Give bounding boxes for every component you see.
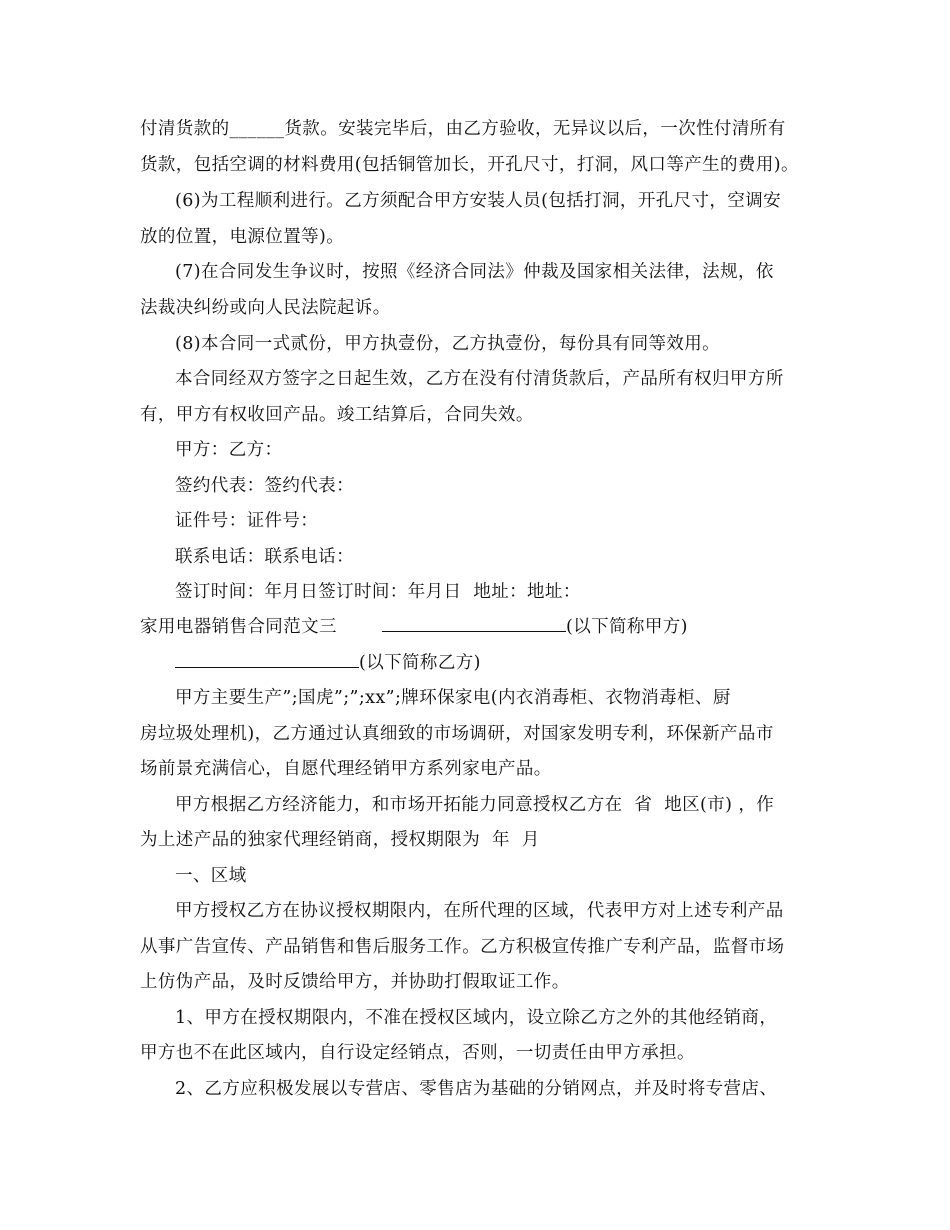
signature-date-address-line: 签订时间：年月日签订时间：年月日 地址：地址：: [175, 582, 581, 602]
signature-phone-line: 联系电话：联系电话：: [175, 547, 354, 567]
paragraph-line: 甲方也不在此区域内，自行设定经销点，否则，一切责任由甲方承担。: [140, 1043, 695, 1063]
signature-party-line: 甲方：乙方：: [175, 440, 283, 460]
paragraph-line: (8)本合同一式贰份，甲方执壹份，乙方执壹份，每份具有同等效用。: [175, 334, 721, 354]
party-a-label: (以下简称甲方): [566, 617, 688, 637]
paragraph-line: 房垃圾处理机)，乙方通过认真细致的市场调研，对国家发明专利，环保新产品市: [140, 724, 774, 744]
paragraph-line: 上仿伪产品，及时反馈给甲方，并协助打假取证工作。: [140, 972, 570, 992]
signature-representative-line: 签约代表：签约代表：: [175, 476, 354, 496]
paragraph-line: (6)为工程顺利进行。乙方须配合甲方安装人员(包括打洞，开孔尺寸，空调安: [175, 191, 782, 211]
paragraph-line: (7)在合同发生争议时，按照《经济合同法》仲裁及国家相关法律，法规，依: [175, 262, 774, 282]
contract-title: 家用电器销售合同范文三: [140, 617, 337, 637]
paragraph-line: 付清货款的______货款。安装完毕后，由乙方验收，无异议以后，一次性付清所有: [140, 119, 786, 139]
paragraph-line: 放的位置，电源位置等)。: [140, 227, 345, 247]
paragraph-line: 货款，包括空调的材料费用(包括铜管加长，开孔尺寸，打洞，风口等产生的费用)。: [140, 155, 799, 175]
paragraph-line: 本合同经双方签字之日起生效，乙方在没有付清货款后，产品所有权归甲方所: [175, 369, 784, 389]
paragraph-line: 甲方授权乙方在协议授权期限内，在所代理的区域，代表甲方对上述专利产品: [175, 901, 784, 921]
party-a-line: [382, 615, 688, 639]
paragraph-line: 1、甲方在授权期限内，不准在授权区域内，设立除乙方之外的其他经销商，: [175, 1008, 778, 1028]
section-heading: 一、区域: [175, 866, 247, 886]
party-b-label: (以下简称乙方): [359, 653, 481, 673]
paragraph-line: 2、乙方应积极发展以专营店、零售店为基础的分销网点，并及时将专营店、: [175, 1079, 778, 1099]
paragraph-line: 有，甲方有权收回产品。竣工结算后，合同失效。: [140, 405, 534, 425]
paragraph-line: 甲方根据乙方经济能力，和市场开拓能力同意授权乙方在 省 地区(市) ，作: [175, 795, 775, 815]
paragraph-line: 为上述产品的独家代理经销商，授权期限为 年 月: [140, 830, 540, 850]
paragraph-line: 甲方主要生产”;国虎”;”;xx”;牌环保家电(内衣消毒柜、衣物消毒柜、厨: [175, 688, 731, 708]
party-b-blank: [175, 651, 359, 668]
signature-id-line: 证件号：证件号：: [175, 511, 319, 531]
party-a-blank: [382, 615, 566, 632]
paragraph-line: 法裁决纠纷或向人民法院起诉。: [140, 298, 391, 318]
paragraph-line: 场前景充满信心，自愿代理经销甲方系列家电产品。: [140, 759, 552, 779]
paragraph-line: 从事广告宣传、产品销售和售后服务工作。乙方积极宣传推广专利产品，监督市场: [140, 937, 785, 957]
party-b-line: [175, 651, 481, 675]
